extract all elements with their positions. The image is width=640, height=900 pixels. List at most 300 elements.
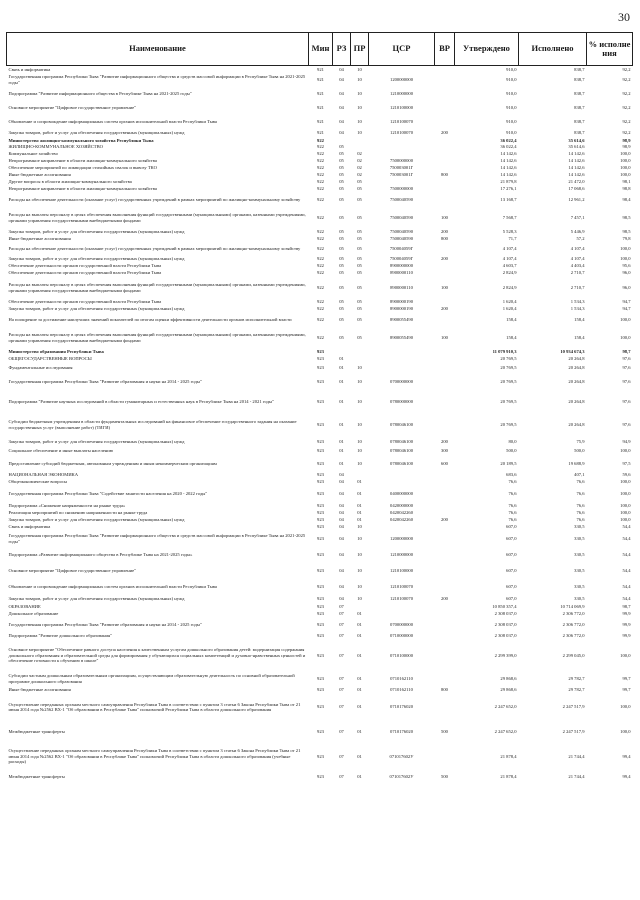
row-vr	[435, 313, 455, 327]
table-row	[7, 672, 633, 686]
row-csr	[369, 349, 435, 356]
table-row	[7, 363, 633, 373]
row-pr	[351, 356, 369, 363]
row-executed: 35 614,6	[568, 144, 585, 150]
row-pr: 01	[357, 490, 362, 496]
row-approved: 158,4	[506, 316, 517, 322]
row-vr	[435, 73, 455, 87]
row-pr: 05	[357, 256, 362, 262]
row-percent: 54,4	[622, 551, 631, 557]
row-percent: 98,1	[622, 179, 631, 185]
row-csr: 8900000190	[390, 299, 413, 305]
row-name: Иные бюджетные ассигнования	[8, 172, 71, 178]
row-percent: 98,9	[622, 144, 631, 150]
column-header-csr: ЦСР	[369, 33, 435, 66]
row-executed: 158,4	[574, 316, 585, 322]
row-rz: 07	[339, 632, 344, 638]
row-min: 922	[317, 172, 324, 178]
row-min: 923	[317, 364, 324, 370]
row-approved: 14 142,6	[500, 172, 517, 178]
row-name: Подпрограмма «Развитие информационного общества в Республике Тыва на 2021-2025 годы»	[8, 551, 193, 557]
row-name: Общеэкономические вопросы	[8, 479, 68, 485]
row-vr	[435, 579, 455, 595]
row-rz: 04	[339, 535, 344, 541]
row-percent: 98,7	[622, 603, 631, 609]
row-executed: 20 264,8	[568, 364, 585, 370]
row-min: 922	[317, 256, 324, 262]
row-pr: 05	[357, 246, 362, 252]
row-percent: 100,0	[620, 334, 631, 340]
row-percent: 98,5	[622, 214, 631, 220]
row-percent: 100,0	[620, 502, 631, 508]
row-name: Обеспечение деятельности органов государственной власти Республики Тыва	[8, 270, 162, 276]
row-rz: 07	[339, 610, 344, 616]
table-row	[7, 413, 633, 437]
row-csr	[369, 356, 435, 363]
row-percent: 98,9	[622, 137, 631, 143]
row-vr	[435, 413, 455, 437]
row-min: 923	[317, 356, 324, 362]
row-csr: 071017602У	[389, 753, 414, 759]
row-approved: 910,0	[506, 130, 517, 136]
row-vr: 200	[441, 438, 448, 444]
row-executed: 76,6	[576, 490, 585, 496]
row-min: 922	[317, 158, 324, 164]
row-rz: 04	[339, 502, 344, 508]
row-vr: 200	[441, 256, 448, 262]
row-rz: 01	[339, 364, 344, 370]
row-executed: 10 714 069,9	[560, 603, 585, 609]
row-pr: 10	[357, 524, 362, 530]
row-approved: 2 308 037,0	[494, 621, 517, 627]
row-percent: 98,8	[622, 186, 631, 192]
row-name: Расходы на обеспечение деятельности (оказание услуг) государственных учреждений в рамках мероприятий по жилищно-коммунальному хозяйству	[8, 246, 301, 252]
row-vr	[435, 144, 455, 151]
row-approved: 607,0	[506, 567, 517, 573]
row-min: 923	[317, 460, 324, 466]
row-name: Расходы на выплаты персоналу в целях обеспечения выполнения функций государственными (муниципальными) органами, казенными учреждениями, органами управления государственными внебюджетными фондами	[8, 282, 306, 293]
row-rz: 05	[339, 172, 344, 178]
table-row	[7, 158, 633, 165]
row-pr: 10	[357, 76, 362, 82]
row-approved: 607,0	[506, 524, 517, 530]
row-vr	[435, 87, 455, 101]
row-pr: 05	[357, 179, 362, 185]
row-csr: 1210100070	[390, 130, 413, 136]
row-pr: 10	[357, 421, 362, 427]
row-pr: 02	[357, 172, 362, 178]
row-csr: 750004059Г	[389, 256, 414, 262]
row-name: НАЦИОНАЛЬНАЯ ЭКОНОМИКА	[8, 472, 79, 478]
row-csr: 0710176020	[390, 704, 413, 710]
row-executed: 76,6	[576, 517, 585, 523]
row-percent: 99,9	[622, 610, 631, 616]
row-rz: 05	[339, 186, 344, 192]
row-rz: 04	[339, 130, 344, 136]
column-header-approved: Утверждено	[455, 33, 519, 66]
row-rz: 05	[339, 151, 344, 157]
row-approved: 21 878,4	[500, 753, 517, 759]
row-executed: 330,5	[574, 524, 585, 530]
row-rz: 04	[339, 524, 344, 530]
row-csr: 0710162110	[390, 686, 413, 692]
row-percent: 99,7	[622, 675, 631, 681]
row-executed: 14 142,6	[568, 172, 585, 178]
row-approved: 2 308 037,0	[494, 610, 517, 616]
row-name: Обеспечение мероприятий по ликвидации стихийных свалок и вывозу ТКО	[8, 165, 157, 171]
row-name: Подпрограмма "Развитие научных исследований в области гуманитарных и естественных наук в Республике Тыва на 2014 - 2021 годы"	[8, 398, 275, 404]
row-percent: 95,6	[622, 263, 631, 269]
row-rz: 04	[339, 104, 344, 110]
row-executed: 330,5	[574, 551, 585, 557]
row-min: 923	[317, 583, 324, 589]
row-min: 922	[317, 270, 324, 276]
row-name: Государственная программа Республики Тыва "Развитие образования и науки на 2014 - 2025 годы"	[8, 378, 202, 384]
table-row	[7, 770, 633, 784]
row-csr: 8900000000	[390, 263, 413, 269]
row-name: ОБРАЗОВАНИЕ	[8, 603, 41, 609]
row-vr: 200	[441, 517, 448, 523]
row-pr: 01	[357, 510, 362, 516]
row-vr	[435, 115, 455, 129]
row-approved: 11 079 910,3	[492, 349, 517, 355]
row-name: Реализация мероприятий по снижению напряженности на рынке труда	[8, 510, 148, 516]
row-vr	[435, 186, 455, 193]
row-executed: 4 107,4	[570, 256, 585, 262]
table-row	[7, 721, 633, 744]
row-executed: 838,7	[574, 90, 585, 96]
row-percent: 92,2	[622, 66, 631, 72]
row-min: 923	[317, 686, 324, 692]
row-min: 923	[317, 621, 324, 627]
row-min: 923	[317, 479, 324, 485]
table-row	[7, 547, 633, 563]
row-vr: 800	[441, 686, 448, 692]
row-vr	[435, 165, 455, 172]
row-min: 922	[317, 137, 324, 143]
row-approved: 607,0	[506, 551, 517, 557]
row-executed: 14 142,6	[568, 151, 585, 157]
row-vr	[435, 193, 455, 207]
row-executed: 21 744,4	[568, 753, 585, 759]
row-approved: 910,0	[506, 90, 517, 96]
row-name: Подпрограмма "Развитие дошкольного образования"	[8, 632, 112, 638]
table-row	[7, 640, 633, 672]
table-row	[7, 486, 633, 502]
table-row	[7, 87, 633, 101]
row-name: Расходы на выплаты персоналу в целях обеспечения выполнения функций государственными (муниципальными) органами, казенными учреждениями, органами управления государственными внебюджетными фондами	[8, 212, 306, 223]
table-row	[7, 229, 633, 236]
row-executed: 330,5	[574, 535, 585, 541]
row-min: 923	[317, 510, 324, 516]
row-pr: 10	[357, 460, 362, 466]
row-vr	[435, 270, 455, 277]
row-name: Дошкольное образование	[8, 610, 59, 616]
row-executed: 2 710,7	[570, 284, 585, 290]
row-rz: 07	[339, 603, 344, 609]
table-row	[7, 207, 633, 229]
row-approved: 4 107,4	[502, 246, 517, 252]
row-csr	[369, 610, 435, 618]
row-pr: 05	[357, 316, 362, 322]
row-csr: 7500040590	[390, 196, 413, 202]
row-rz: 05	[339, 246, 344, 252]
row-vr	[435, 179, 455, 186]
row-csr: 750004059Г	[389, 246, 414, 252]
table-row	[7, 277, 633, 299]
row-executed: 838,7	[574, 130, 585, 136]
row-executed: 330,5	[574, 596, 585, 602]
row-pr: 01	[357, 729, 362, 735]
row-percent: 98,7	[622, 349, 631, 355]
row-executed: 2 306 772,0	[562, 621, 585, 627]
row-csr: 0710176020	[390, 729, 413, 735]
row-percent: 100,0	[620, 158, 631, 164]
row-pr: 10	[357, 567, 362, 573]
row-name: Подпрограмма «Снижение напряженности на рынке труда»	[8, 502, 126, 508]
row-executed: 14 142,6	[568, 158, 585, 164]
row-percent: 100,0	[620, 165, 631, 171]
row-executed: 2 247 517,9	[562, 704, 585, 710]
row-name: Коммунальное хозяйство	[8, 151, 58, 157]
row-approved: 5 528,3	[502, 229, 517, 235]
row-rz: 04	[339, 596, 344, 602]
row-min: 922	[317, 165, 324, 171]
row-rz: 04	[339, 118, 344, 124]
row-pr: 10	[357, 583, 362, 589]
row-pr: 10	[357, 130, 362, 136]
row-executed: 20 264,8	[568, 421, 585, 427]
row-executed: 2 710,7	[570, 270, 585, 276]
row-csr: 0420042260	[390, 517, 413, 523]
row-min: 922	[317, 263, 324, 269]
row-min: 923	[317, 502, 324, 508]
table-row	[7, 694, 633, 721]
row-min: 923	[317, 421, 324, 427]
row-percent: 54,4	[622, 524, 631, 530]
row-name: Расходы на выплаты персоналу в целях обеспечения выполнения функций государственными (муниципальными) органами, казенными учреждениями, органами управления государственными внебюджетными фондами	[8, 332, 306, 343]
row-vr	[435, 502, 455, 510]
table-row	[7, 632, 633, 640]
row-vr	[435, 349, 455, 356]
row-rz: 07	[339, 704, 344, 710]
row-pr: 05	[357, 299, 362, 305]
row-rz	[333, 349, 351, 356]
row-pr: 01	[357, 652, 362, 658]
row-percent: 92,2	[622, 104, 631, 110]
row-percent: 99,4	[622, 773, 631, 779]
row-csr: 0420042260	[390, 510, 413, 516]
row-executed: 17 068,6	[568, 186, 585, 192]
row-csr: 0710162110	[390, 675, 413, 681]
row-rz: 05	[339, 299, 344, 305]
row-name: Государственная программа Республики Тыва "Развитие информационного общества и средств массовой информации в Республике Тыва на 2021-2025 годы"	[8, 533, 306, 544]
table-row	[7, 306, 633, 313]
row-percent: 54,4	[622, 596, 631, 602]
row-rz: 04	[339, 472, 344, 478]
table-row	[7, 579, 633, 595]
row-percent: 92,2	[622, 90, 631, 96]
row-csr: 1200000000	[390, 535, 413, 541]
row-rz: 07	[339, 686, 344, 692]
row-approved: 1 620,4	[502, 299, 517, 305]
row-approved: 607,0	[506, 583, 517, 589]
row-csr: 1210100070	[390, 583, 413, 589]
row-csr: 1210100070	[390, 118, 413, 124]
row-rz: 05	[339, 229, 344, 235]
row-csr: 8900000110	[390, 270, 413, 276]
row-percent: 100,0	[620, 172, 631, 178]
row-min: 922	[317, 236, 324, 242]
row-percent: 54,4	[622, 567, 631, 573]
row-name: Закупка товаров, работ и услуг для обеспечения государственных (муниципальных) нужд	[8, 306, 185, 312]
row-min: 923	[317, 652, 324, 658]
row-approved: 20 769,5	[500, 398, 517, 404]
row-percent: 94,9	[622, 438, 631, 444]
row-executed: 75,9	[576, 438, 585, 444]
row-pr: 10	[357, 596, 362, 602]
row-rz: 04	[339, 567, 344, 573]
row-csr: 1210100000	[390, 104, 413, 110]
row-vr	[435, 356, 455, 363]
row-percent: 54,4	[622, 535, 631, 541]
row-pr	[351, 144, 369, 151]
row-rz: 01	[339, 448, 344, 454]
row-name: Осуществление переданных органам местного самоуправления Республики Тыва в соответствии с пунктом 3 статьи 6 Закона Республики Тыва от 21 июня 2014 года №2562 ВХ-1 "Об образовании в Республике Тыва" полномочий Республики Тыва в области дошкольного образования	[8, 701, 301, 712]
row-vr	[435, 158, 455, 165]
row-pr: 10	[357, 118, 362, 124]
table-row	[7, 144, 633, 151]
row-vr	[435, 363, 455, 373]
row-approved: 14 142,6	[500, 151, 517, 157]
row-approved: 20 769,5	[500, 378, 517, 384]
row-rz: 05	[339, 284, 344, 290]
row-vr	[435, 610, 455, 618]
row-rz: 01	[339, 378, 344, 384]
row-vr: 200	[441, 229, 448, 235]
row-csr: 0710100000	[390, 652, 413, 658]
row-rz: 05	[339, 196, 344, 202]
row-rz: 01	[339, 398, 344, 404]
table-body	[7, 66, 633, 784]
row-rz: 04	[339, 551, 344, 557]
table-row	[7, 193, 633, 207]
row-min: 923	[317, 603, 324, 609]
row-name: Обеспечение деятельности органов государственной власти Республики Тыва	[8, 263, 162, 269]
row-name: Предоставление субсидий бюджетным, автономным учреждениям и иным некоммерческим организациям	[8, 460, 217, 466]
row-min: 921	[317, 130, 324, 136]
row-pr	[351, 472, 369, 479]
row-min: 922	[317, 144, 324, 150]
row-csr: 8900000190	[390, 306, 413, 312]
row-rz: 05	[339, 214, 344, 220]
row-rz: 05	[339, 263, 344, 269]
table-row	[7, 349, 633, 356]
row-name: Иные бюджетные ассигнования	[8, 236, 71, 242]
row-csr	[369, 363, 435, 373]
row-name: Государственная программа Республики Тыва "Развитие информационного общества и средств массовой информации в Республике Тыва на 2021-2025 годы"	[8, 74, 306, 85]
table-row	[7, 327, 633, 349]
row-pr: 01	[357, 686, 362, 692]
row-csr: 071017602У	[389, 773, 414, 779]
row-approved: 76,6	[508, 502, 517, 508]
table-row	[7, 686, 633, 694]
row-min: 923	[317, 438, 324, 444]
table-row	[7, 618, 633, 632]
row-rz: 05	[339, 256, 344, 262]
table-row	[7, 256, 633, 263]
row-approved: 20 769,5	[500, 364, 517, 370]
row-vr: 200	[441, 130, 448, 136]
row-vr	[435, 486, 455, 502]
column-header-name: Наименование	[7, 33, 309, 66]
row-rz: 04	[339, 90, 344, 96]
row-approved: 20 769,5	[500, 421, 517, 427]
row-min: 921	[317, 118, 324, 124]
column-header-executed: Исполнено	[519, 33, 587, 66]
row-approved: 36 022,4	[500, 144, 517, 150]
row-approved: 910,0	[506, 118, 517, 124]
row-rz: 05	[339, 165, 344, 171]
row-csr: 0710000000	[390, 632, 413, 638]
row-executed: 20 264,8	[568, 398, 585, 404]
row-percent: 100,0	[620, 652, 631, 658]
row-executed: 20 264,8	[568, 356, 585, 362]
row-csr	[369, 144, 435, 151]
row-approved: 80,0	[508, 438, 517, 444]
row-min: 922	[317, 299, 324, 305]
row-vr	[435, 563, 455, 579]
row-pr: 10	[357, 398, 362, 404]
row-csr: 750003001Г	[389, 165, 414, 171]
row-csr: 0700000000	[390, 621, 413, 627]
row-csr: 8900055490	[390, 316, 413, 322]
row-rz: 04	[339, 66, 344, 72]
row-min: 923	[317, 773, 324, 779]
row-approved: 910,0	[506, 66, 517, 72]
row-percent: 97,6	[622, 378, 631, 384]
row-name: Закупка товаров, работ и услуг для обеспечения государственных (муниципальных) нужд	[8, 596, 185, 602]
row-name: Закупка товаров, работ и услуг для обеспечения государственных (муниципальных) нужд	[8, 438, 185, 444]
row-approved: 14 142,6	[500, 158, 517, 164]
table-row	[7, 356, 633, 363]
row-pr: 05	[357, 284, 362, 290]
row-csr: 0700000000	[390, 378, 413, 384]
row-csr: 0780000000	[390, 398, 413, 404]
row-name: Обеспечение деятельности органов государственной власти Республики Тыва	[8, 299, 162, 305]
row-min: 921	[317, 104, 324, 110]
row-executed: 838,7	[574, 118, 585, 124]
row-min: 922	[317, 186, 324, 192]
row-csr: 0780046100	[390, 448, 413, 454]
row-rz: 05	[339, 179, 344, 185]
table-row	[7, 243, 633, 256]
column-header-rz: РЗ	[333, 33, 351, 66]
row-approved: 76,6	[508, 517, 517, 523]
row-pr: 05	[357, 214, 362, 220]
row-vr	[435, 66, 455, 73]
row-vr	[435, 472, 455, 479]
row-pr: 05	[357, 263, 362, 269]
row-approved: 2 247 652,0	[494, 729, 517, 735]
row-vr	[435, 479, 455, 486]
row-min: 923	[317, 535, 324, 541]
row-executed: 12 961,2	[568, 196, 585, 202]
row-percent: 96,0	[622, 284, 631, 290]
row-executed: 407,1	[574, 472, 585, 478]
row-approved: 20 189,5	[500, 460, 517, 466]
row-percent: 99,9	[622, 621, 631, 627]
